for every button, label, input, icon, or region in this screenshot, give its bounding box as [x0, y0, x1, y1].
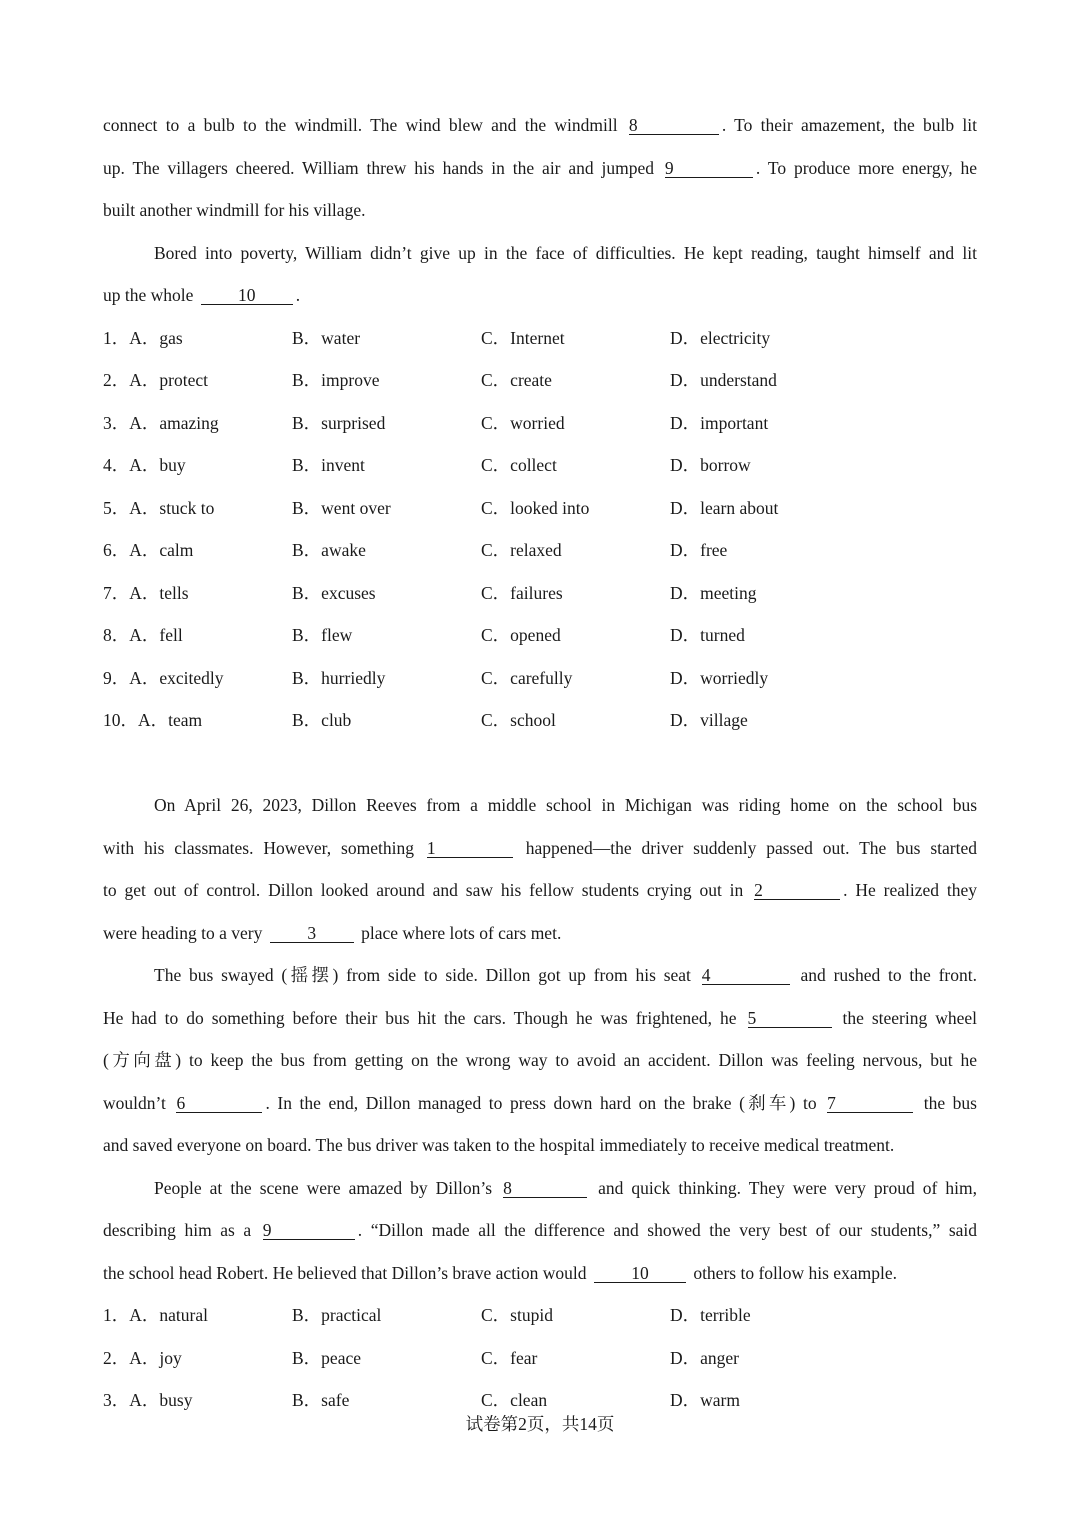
text-segment: . He realized they [843, 880, 978, 900]
text-line [103, 189, 977, 232]
option-a[interactable]: A．stuck to [129, 497, 215, 518]
option-b[interactable]: B．went over [292, 497, 391, 518]
option-a[interactable]: A．joy [129, 1347, 182, 1368]
question-row [103, 657, 977, 700]
text-line [103, 1252, 977, 1295]
blank-9[interactable]: 9 [665, 159, 753, 178]
text-line [103, 997, 977, 1040]
question-row [103, 1294, 977, 1337]
option-b[interactable]: B．invent [292, 455, 365, 475]
text-line [103, 1209, 977, 1252]
option-a[interactable]: A．buy [129, 455, 186, 475]
option-c[interactable]: C．relaxed [481, 540, 562, 560]
option-b[interactable]: B．flew [292, 625, 353, 645]
question-number: 4． [103, 455, 130, 475]
text-segment: others to follow his example. [688, 1262, 897, 1283]
option-a[interactable]: A．busy [129, 1390, 193, 1410]
option-b[interactable]: B．practical [292, 1305, 382, 1325]
question-row [103, 444, 977, 487]
option-b[interactable]: B．peace [292, 1347, 361, 1368]
text-segment: People at the scene were amazed by Dillon’s [154, 1177, 501, 1198]
option-a[interactable]: A．protect [129, 370, 208, 390]
option-a[interactable]: A．team [138, 710, 203, 730]
question-number: 8． [103, 625, 130, 645]
option-b[interactable]: B．awake [292, 540, 366, 560]
question-row [103, 529, 977, 572]
question-number: 9． [103, 667, 130, 688]
option-a-cell [103, 699, 292, 742]
text-segment: describing him as a [103, 1220, 260, 1240]
option-a-cell [103, 487, 292, 530]
blank-7[interactable]: 7 [827, 1094, 913, 1113]
text-segment: to get out of control. Dillon looked around and saw his fellow students crying out in [103, 880, 752, 900]
option-d[interactable]: D．learn about [670, 497, 779, 518]
question-row [103, 614, 977, 657]
text-segment: On April 26, 2023, Dillon Reeves from a middle school in Michigan was riding home on the school bus [154, 795, 977, 815]
option-b[interactable]: B．safe [292, 1390, 350, 1410]
text-segment: up. The villagers cheered. William threw his hands in the air and jumped [103, 157, 662, 178]
option-a-cell [103, 444, 292, 487]
option-d[interactable]: D．village [670, 710, 748, 730]
option-b[interactable]: B．improve [292, 370, 380, 390]
option-d[interactable]: D．meeting [670, 582, 757, 603]
question-number: 6． [103, 540, 130, 560]
option-a[interactable]: A．amazing [129, 412, 219, 433]
text-segment: wouldn’t [103, 1092, 174, 1113]
blank-10[interactable]: 10 [201, 286, 293, 305]
option-d[interactable]: D．understand [670, 370, 777, 390]
text-segment: up the whole [103, 285, 198, 305]
text-segment: . [295, 285, 301, 305]
passage-1 [103, 104, 977, 742]
text-line [103, 827, 977, 870]
text-segment: the school head Robert. He believed that Dillon’s brave action would [103, 1262, 591, 1283]
text-segment: . To produce more energy, he [755, 157, 977, 178]
option-a[interactable]: A．natural [129, 1305, 208, 1325]
option-c[interactable]: C．looked into [481, 497, 590, 518]
text-line [103, 912, 977, 955]
text-segment: . To their amazement, the bulb lit [721, 115, 977, 135]
text-line [103, 1039, 977, 1082]
option-a-cell [103, 529, 292, 572]
blank-10[interactable]: 10 [594, 1264, 686, 1283]
option-d[interactable]: D．warm [670, 1390, 740, 1410]
option-d[interactable]: D．electricity [670, 327, 771, 348]
question-number: 3． [103, 412, 130, 433]
option-a-cell [103, 1294, 292, 1337]
text-segment: He had to do something before their bus hit the cars. Though he was frightened, he [103, 1007, 745, 1028]
option-c[interactable]: C．create [481, 370, 552, 390]
option-a-cell [103, 657, 292, 700]
passage-2-text [103, 784, 977, 1294]
blank-8[interactable]: 8 [503, 1179, 587, 1198]
question-number: 2． [103, 370, 130, 390]
option-a[interactable]: A．calm [129, 540, 194, 560]
option-c[interactable]: C．worried [481, 412, 565, 433]
question-number: 5． [103, 497, 130, 518]
question-number: 3． [103, 1390, 130, 1410]
text-segment: the steering wheel [834, 1007, 977, 1028]
text-line [103, 104, 977, 147]
text-segment: The bus swayed (摇摆) from side to side. Dillon got up from his seat [154, 965, 699, 985]
passage-1-text [103, 104, 977, 317]
text-segment: happened—the driver suddenly passed out. The bus started [515, 837, 977, 858]
text-line [103, 1082, 977, 1125]
option-d[interactable]: D．turned [670, 625, 745, 645]
option-b[interactable]: B．water [292, 327, 361, 348]
option-d[interactable]: D．worriedly [670, 667, 769, 688]
option-d[interactable]: D．anger [670, 1347, 740, 1368]
option-d[interactable]: D．important [670, 412, 769, 433]
option-a[interactable]: A．fell [129, 625, 183, 645]
question-row [103, 572, 977, 615]
text-segment: were heading to a very [103, 922, 267, 943]
option-b[interactable]: B．hurriedly [292, 667, 386, 688]
blank-4[interactable]: 4 [702, 966, 790, 985]
blank-6[interactable]: 6 [176, 1094, 262, 1113]
question-row [103, 487, 977, 530]
text-segment: connect to a bulb to the windmill. The wind blew and the windmill [103, 115, 626, 135]
question-row [103, 402, 977, 445]
question-row [103, 317, 977, 360]
option-b[interactable]: B．club [292, 710, 352, 730]
option-c[interactable]: C．collect [481, 455, 557, 475]
text-line [103, 274, 977, 317]
page-footer: 试卷第2页，共14页 [465, 1414, 615, 1434]
option-c[interactable]: C．fear [481, 1347, 538, 1368]
option-c[interactable]: C．stupid [481, 1305, 553, 1325]
blank-3[interactable]: 3 [270, 924, 354, 943]
option-c[interactable]: C．clean [481, 1390, 548, 1410]
text-segment: the bus [916, 1092, 977, 1113]
option-a-cell [103, 572, 292, 615]
text-line [103, 784, 977, 827]
question-row [103, 1337, 977, 1380]
passage-2-options [103, 1294, 977, 1422]
option-c[interactable]: C．Internet [481, 327, 565, 348]
text-segment: . “Dillon made all the difference and showed the very best of our students,” said [357, 1220, 978, 1240]
question-number: 1． [103, 1305, 130, 1325]
passage-1-options [103, 317, 977, 742]
text-line [103, 869, 977, 912]
text-segment: . In the end, Dillon managed to press down hard on the brake (刹车) to [265, 1092, 825, 1113]
exam-page [103, 104, 977, 1422]
blank-1[interactable]: 1 [427, 839, 513, 858]
blank-9[interactable]: 9 [263, 1221, 355, 1240]
option-b[interactable]: B．surprised [292, 412, 386, 433]
option-c[interactable]: C．failures [481, 582, 563, 603]
blank-5[interactable]: 5 [748, 1009, 832, 1028]
option-a[interactable]: A．gas [129, 327, 183, 348]
blank-2[interactable]: 2 [754, 881, 840, 900]
question-number: 10． [103, 710, 138, 730]
option-c[interactable]: C．carefully [481, 667, 573, 688]
option-b[interactable]: B．excuses [292, 582, 376, 603]
text-segment: place where lots of cars met. [356, 922, 562, 943]
question-row [103, 359, 977, 402]
section-gap [103, 742, 977, 785]
text-line [103, 1167, 977, 1210]
text-segment: Bored into poverty, William didn’t give up in the face of difficulties. He kept reading, taught himself and lit [154, 242, 977, 263]
text-segment: and saved everyone on board. The bus driver was taken to the hospital immediately to receive medical treatment. [103, 1135, 895, 1155]
option-c[interactable]: C．opened [481, 625, 561, 645]
option-d[interactable]: D．borrow [670, 455, 751, 475]
option-a-cell [103, 614, 292, 657]
option-a-cell [103, 402, 292, 445]
text-segment: with his classmates. However, something [103, 837, 424, 858]
question-row [103, 699, 977, 742]
option-a[interactable]: A．tells [129, 582, 189, 603]
text-line [103, 1124, 977, 1167]
question-number: 2． [103, 1347, 130, 1368]
blank-8[interactable]: 8 [629, 116, 719, 135]
option-a-cell [103, 317, 292, 360]
text-line [103, 954, 977, 997]
option-a[interactable]: A．excitedly [129, 667, 224, 688]
text-segment: (方向盘) to keep the bus from getting on the wrong way to avoid an accident. Dillon was feeling nervous, but he [103, 1050, 977, 1070]
text-line [103, 232, 977, 275]
option-a-cell [103, 1337, 292, 1380]
text-line [103, 147, 977, 190]
option-d[interactable]: D．free [670, 540, 728, 560]
text-segment: built another windmill for his village. [103, 200, 366, 220]
option-d[interactable]: D．terrible [670, 1305, 751, 1325]
question-number: 7． [103, 582, 130, 603]
passage-2 [103, 784, 977, 1422]
question-number: 1． [103, 327, 130, 348]
text-segment: and rushed to the front. [792, 965, 977, 985]
text-segment: and quick thinking. They were very proud of him, [590, 1177, 977, 1198]
option-a-cell [103, 359, 292, 402]
option-c[interactable]: C．school [481, 710, 556, 730]
